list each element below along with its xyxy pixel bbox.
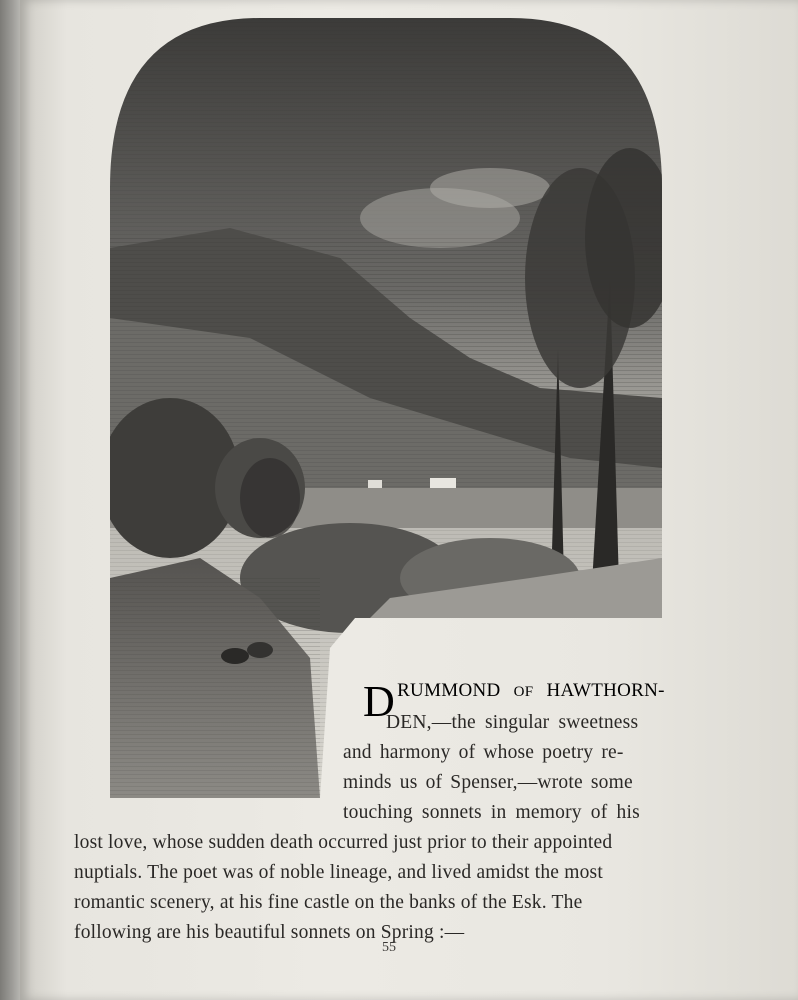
text-line-8: romantic scenery, at his fine castle on the banks of the Esk. The <box>74 892 583 913</box>
text-line-4: minds us of Spenser,—wrote some <box>343 772 633 793</box>
text-line-7: nuptials. The poet was of noble lineage, and lived amidst the most <box>74 862 603 883</box>
book-page <box>20 0 798 1000</box>
text-line-6: lost love, whose sudden death occurred just prior to their appointed <box>74 832 613 853</box>
text-line-9: following are his beautiful sonnets on Spring :— <box>74 922 465 943</box>
opening-of: OF <box>513 684 534 700</box>
text-line-3: and harmony of whose poetry re- <box>343 742 624 763</box>
page-number: 55 <box>382 940 396 955</box>
drop-cap: D <box>363 677 396 726</box>
opening-name: HAWTHORN- <box>546 680 665 701</box>
book-spine <box>0 0 22 1000</box>
text-line-2: DEN,—the singular sweetness <box>386 712 639 733</box>
opening-word: RUMMOND <box>397 680 501 701</box>
text-line-5: touching sonnets in memory of his <box>343 802 640 823</box>
